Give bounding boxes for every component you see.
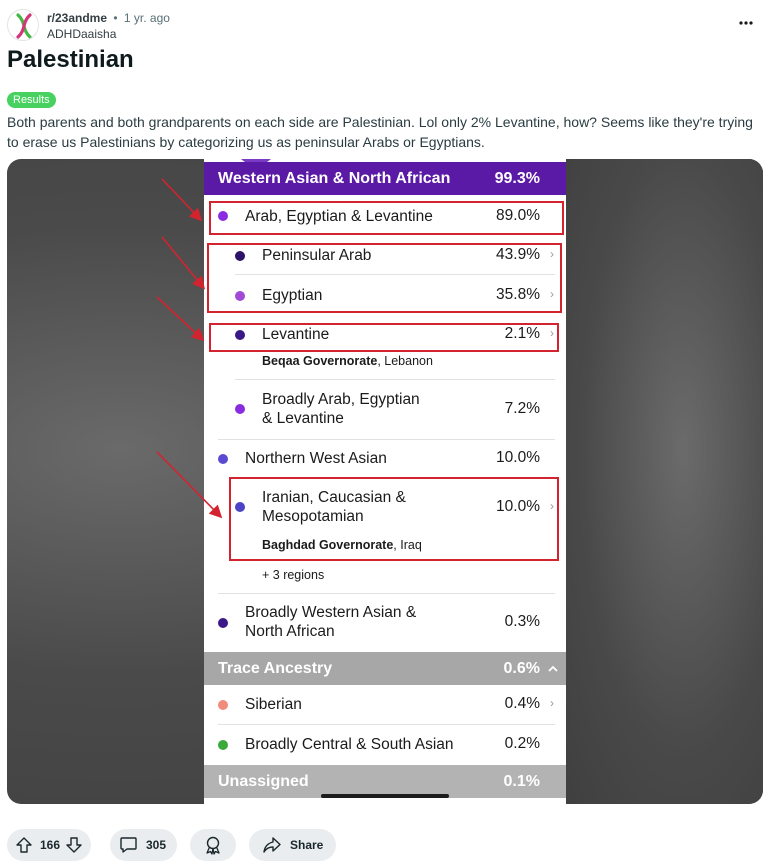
downvote-icon [65,836,83,854]
arrow [157,297,202,339]
ancestry-value: 10.0% [496,498,540,515]
more-regions-link[interactable] [204,567,566,585]
ancestry-label: Egyptian [262,287,323,304]
ancestry-screenshot [204,159,566,804]
subreddit-link[interactable]: r/23andme [47,11,108,25]
ancestry-value: 0.4% [504,695,540,712]
more-regions-label: + 3 regions [262,568,325,582]
post-header [7,9,758,45]
trace-ancestry-label: Trace Ancestry [218,659,333,677]
ancestry-value: 10.0% [496,449,540,466]
chevron-right-icon: › [550,696,554,710]
award-icon-wrap [203,835,223,858]
ancestry-label-line2: & Levantine [262,410,344,427]
ancestry-label: Northern West Asian [245,450,387,467]
share-button[interactable] [249,829,336,861]
subreddit-avatar[interactable] [7,9,39,41]
ancestry-row-nw-asian [204,447,566,473]
highlight-box [207,243,562,313]
region-header-label: Western Asian & North African [218,169,451,187]
comment-icon-wrap [119,836,138,857]
upvote-button[interactable] [15,836,33,857]
vote-count: 166 [40,838,61,852]
ancestry-value: 35.8% [496,286,540,303]
unassigned-value: 0.1% [503,772,540,790]
comment-count: 305 [146,838,167,852]
more-options-button[interactable] [734,11,758,35]
region-name: Baghdad Governorate [262,538,394,552]
share-icon [262,836,282,854]
color-dot [218,700,228,710]
ancestry-value: 0.3% [504,613,540,630]
color-dot [218,618,228,628]
ancestry-label: Arab, Egyptian & Levantine [245,208,433,225]
ancestry-value: 43.9% [496,246,540,263]
share-icon-wrap [262,836,282,857]
post-title[interactable]: Palestinian [7,46,134,73]
region-header-bar [204,162,566,195]
comment-icon [119,836,138,854]
arrow [162,179,200,219]
color-dot [235,404,245,414]
ancestry-label-line1: Broadly Western Asian & [245,604,417,621]
downvote-button[interactable] [65,836,83,857]
ancestry-value: 0.2% [504,735,540,752]
ancestry-label-line1: Broadly Arab, Egyptian [262,391,420,408]
trace-ancestry-value: 0.6% [503,659,540,677]
post-body: Both parents and both grandparents on each side are Palestinian. Lol only 2% Levantine, how? Seems like they're trying to erase us Palestinians by categorizing us as peninsular Arabs or Egyptians. [7,114,753,150]
highlight-box [209,323,559,352]
chevron-right-icon: › [550,326,554,340]
author-link[interactable]: ADHDaaisha [47,27,117,41]
chevron-right-icon: › [550,287,554,301]
color-dot [218,740,228,750]
ancestry-label-line2: North African [245,623,335,640]
post-meta [47,11,170,25]
dna-logo-icon [8,10,39,41]
trace-ancestry-bar[interactable] [204,652,566,685]
award-button[interactable] [190,829,236,861]
comments-button[interactable] [110,829,177,861]
ancestry-row-central-south [204,733,566,759]
ancestry-label: Siberian [245,696,302,713]
region-country: , Lebanon [377,354,433,368]
award-icon [203,835,223,855]
chevron-right-icon: › [550,247,554,261]
ancestry-label-line2: Mesopotamian [262,508,364,525]
more-dots-icon [739,21,753,25]
row-divider [218,439,555,440]
arrow [162,237,203,287]
upvote-icon [15,836,33,854]
ancestry-row-siberian [204,693,566,719]
image-backdrop [563,159,763,804]
ancestry-label: Peninsular Arab [262,247,372,264]
meta-separator: • [113,11,118,25]
ancestry-label: Levantine [262,326,330,343]
region-name: Beqaa Governorate [262,354,378,368]
ancestry-value: 7.2% [504,400,540,417]
post-time: 1 yr. ago [123,11,170,25]
post-image[interactable] [7,159,763,804]
share-label: Share [290,838,324,852]
ancestry-row-broadly-arab [204,390,566,430]
ancestry-value: 89.0% [496,207,540,224]
region-country: , Iraq [393,538,422,552]
region-detail [262,354,433,368]
region-header-value: 99.3% [494,169,540,187]
highlight-box [209,201,564,235]
row-divider [235,379,555,380]
row-divider [218,593,555,594]
flair-badge[interactable]: Results [7,92,56,108]
highlight-box [229,477,559,561]
chevron-right-icon: › [550,499,554,513]
row-divider [218,724,555,725]
vote-group [7,829,91,861]
color-dot [218,454,228,464]
home-indicator [321,794,449,798]
ancestry-label-line1: Iranian, Caucasian & [262,489,406,506]
chevron-up-icon [548,665,558,672]
ancestry-label: Broadly Central & South Asian [245,736,454,753]
ancestry-value: 2.1% [504,325,540,342]
unassigned-label: Unassigned [218,772,309,790]
ancestry-row-broadly-wana [204,603,566,643]
